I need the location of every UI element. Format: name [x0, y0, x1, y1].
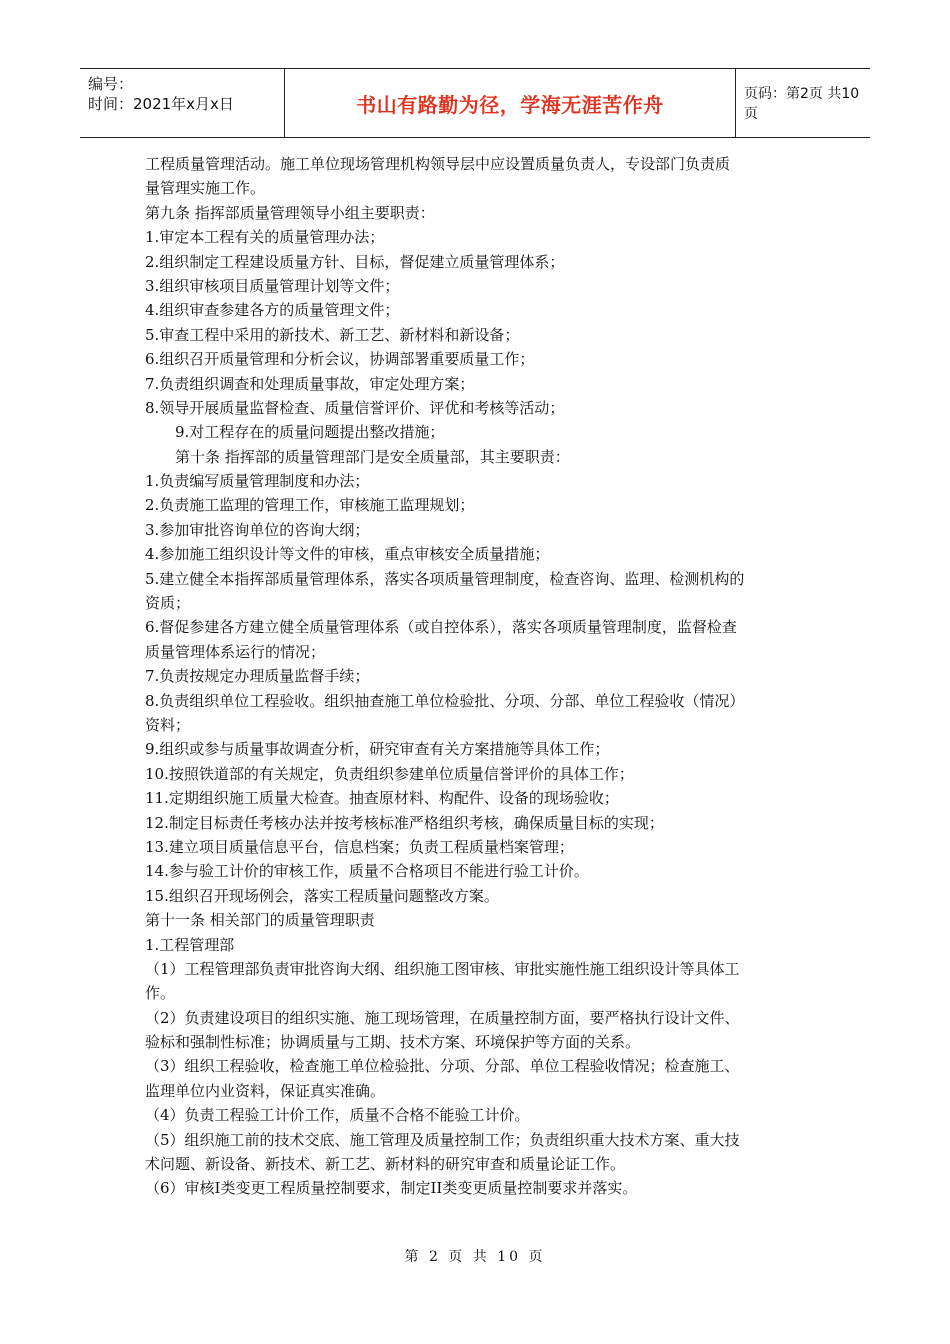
list-item: 6.督促参建各方建立健全质量管理体系（或自控体系），落实各项质量管理制度，监督检查: [145, 618, 737, 637]
list-item: 1.负责编写质量管理制度和办法；: [145, 472, 370, 491]
header-info-cell: [80, 69, 284, 137]
list-item-continuation: 资料；: [145, 715, 191, 734]
document-number-label: 编号：: [88, 75, 134, 93]
list-item: 11.定期组织施工质量大检查。抽查原材料、构配件、设备的现场验收；: [145, 789, 619, 808]
list-item: 14.参与验工计价的审核工作，质量不合格项目不能进行验工计价。: [145, 862, 589, 881]
list-item-continuation: 术问题、新设备、新技术、新工艺、新材料的研究审查和质量论证工作。: [145, 1155, 626, 1174]
list-item: 13.建立项目质量信息平台，信息档案；负责工程质量档案管理；: [145, 837, 574, 856]
article-heading: 第十条 指挥部的质量管理部门是安全质量部，其主要职责：: [175, 447, 570, 466]
body-line: 工程质量管理活动。施工单位现场管理机构领导层中应设置质量负责人，专设部门负责质: [145, 155, 731, 173]
header-page-cell: [736, 69, 870, 137]
list-item: 8.负责组织单位工程验收。组织抽查施工单位检验批、分项、分部、单位工程验收（情况）: [145, 691, 745, 710]
list-item: 12.制定目标责任考核办法并按考核标准严格组织考核，确保质量目标的实现；: [145, 813, 664, 832]
list-item: （5）组织施工前的技术交底、施工管理及质量控制工作；负责组织重大技术方案、重大技: [145, 1130, 740, 1149]
list-item: 2.组织制定工程建设质量方针、目标，督促建立质量管理体系；: [145, 252, 565, 271]
list-item: （6）审核I类变更工程质量控制要求，制定II类变更质量控制要求并落实。: [145, 1179, 638, 1198]
page-header: [80, 68, 870, 138]
body-line: 量管理实施工作。: [145, 179, 266, 198]
article-heading: 第九条 指挥部质量管理领导小组主要职责：: [145, 203, 435, 222]
article-heading: 第十一条 相关部门的质量管理职责: [145, 911, 375, 930]
list-item: 7.负责按规定办理质量监督手续；: [145, 667, 370, 686]
list-item: 10.按照铁道部的有关规定，负责组织参建单位质量信誉评价的具体工作；: [145, 764, 634, 783]
list-item: 3.组织审核项目质量管理计划等文件；: [145, 276, 400, 295]
list-item: 2.负责施工监理的管理工作，审核施工监理规划；: [145, 496, 475, 515]
list-item: 9.对工程存在的质量问题提出整改措施；: [175, 423, 445, 442]
list-item: 9.组织或参与质量事故调查分析，研究审查有关方案措施等具体工作；: [145, 740, 610, 759]
list-item: 5.建立健全本指挥部质量管理体系，落实各项质量管理制度，检查咨询、监理、检测机构的: [145, 569, 745, 588]
header-motto: 书山有路勤为径，学海无涯苦作舟: [356, 92, 664, 117]
list-item: 1.审定本工程有关的质量管理办法；: [145, 228, 385, 247]
list-item: （4）负责工程验工计价工作，质量不合格不能验工计价。: [145, 1106, 530, 1125]
list-item: 7.负责组织调查和处理质量事故，审定处理方案；: [145, 374, 475, 393]
page-footer: 第 2 页 共 10 页: [404, 1249, 546, 1265]
list-item-continuation: 验标和强制性标准；协调质量与工期、技术方案、环境保护等方面的关系。: [145, 1033, 641, 1052]
list-item: （1）工程管理部负责审批咨询大纲、组织施工图审核、审批实施性施工组织设计等具体工: [145, 959, 740, 978]
list-item-continuation: 资质；: [145, 594, 191, 613]
list-item: （2）负责建设项目的组织实施、施工现场管理，在质量控制方面，要严格执行设计文件、: [145, 1008, 740, 1027]
header-page-label: 页码：第2页 共10页: [744, 86, 860, 122]
header-motto-cell: [284, 69, 736, 137]
list-item: （3）组织工程验收，检查施工单位检验批、分项、分部、单位工程验收情况；检查施工、: [145, 1057, 740, 1076]
document-date-label: 时间：2021年x月x日: [88, 95, 234, 113]
list-item: 4.组织审查参建各方的质量管理文件；: [145, 301, 400, 320]
list-item: 5.审查工程中采用的新技术、新工艺、新材料和新设备；: [145, 325, 520, 344]
list-item: 6.组织召开质量管理和分析会议，协调部署重要质量工作；: [145, 350, 535, 369]
list-item: 3.参加审批咨询单位的咨询大纲；: [145, 520, 370, 539]
list-item: 8.领导开展质量监督检查、质量信誉评价、评优和考核等活动；: [145, 398, 565, 417]
list-item-continuation: 质量管理体系运行的情况；: [145, 642, 326, 661]
document-body: [145, 152, 825, 1201]
list-item: 15.组织召开现场例会，落实工程质量问题整改方案。: [145, 886, 499, 905]
list-item-continuation: 作。: [145, 984, 176, 1003]
section-heading: 1.工程管理部: [145, 935, 235, 954]
list-item: 4.参加施工组织设计等文件的审核，重点审核安全质量措施；: [145, 545, 550, 564]
list-item-continuation: 监理单位内业资料，保证真实准确。: [145, 1081, 386, 1100]
